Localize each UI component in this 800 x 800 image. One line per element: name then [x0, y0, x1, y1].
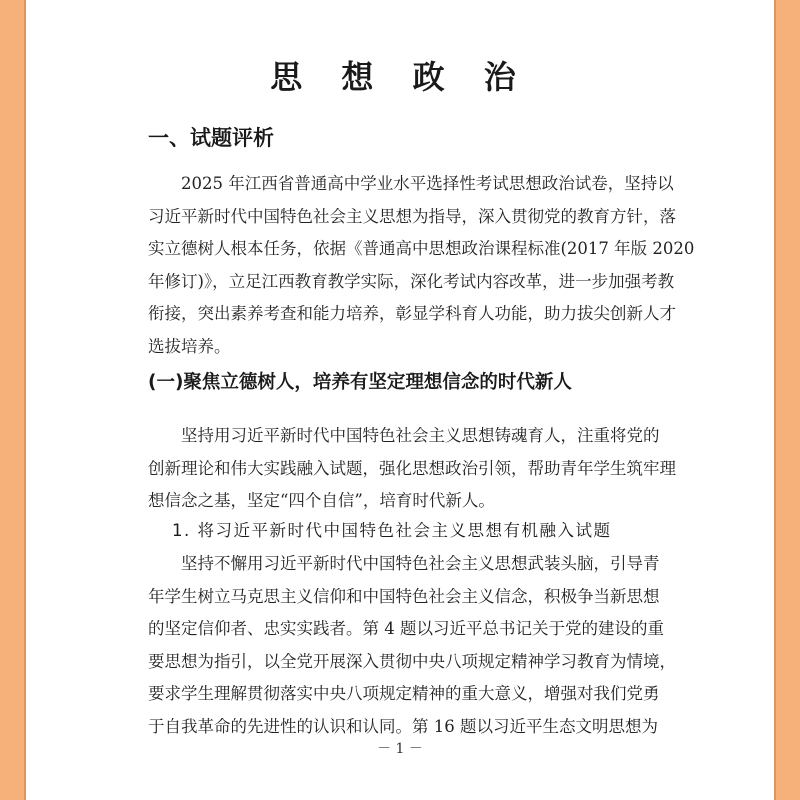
- paragraph-line: 于自我革命的先进性的认识和认同。第 16 题以习近平生态文明思想为: [148, 716, 658, 736]
- subsection-heading: (一)聚焦立德树人，培养有坚定理想信念的时代新人: [148, 372, 572, 393]
- paragraph-line: 要思想为指引，以全党开展深入贯彻中央八项规定精神学习教育为情境，: [148, 651, 676, 671]
- paragraph-line: 要求学生理解贯彻落实中央八项规定精神的重大意义，增强对我们党勇: [148, 684, 660, 704]
- paragraph-line: 想信念之基，坚定“四个自信”，培育时代新人。: [148, 491, 495, 511]
- paragraph-line: 年修订)》，立足江西教育教学实际，深化考试内容改革，进一步加强考教: [148, 271, 675, 291]
- paragraph-point1: [148, 548, 714, 744]
- paragraph-line: 衔接，突出素养考查和能力培养，彰显学科育人功能，助力拔尖创新人才: [148, 304, 676, 324]
- section-heading-analysis: 一、试题评析: [148, 126, 274, 150]
- paragraph-line: 的坚定信仰者、忠实实践者。第 4 题以习近平总书记关于党的建设的重: [148, 619, 664, 639]
- paragraph-line: 习近平新时代中国特色社会主义思想为指导，深入贯彻党的教育方针，落: [148, 206, 676, 226]
- paragraph-line: 坚持用习近平新时代中国特色社会主义思想铸魂育人，注重将党的: [148, 426, 660, 445]
- point-heading: 1. 将习近平新时代中国特色社会主义思想有机融入试题: [172, 521, 612, 540]
- paragraph-subsection: [148, 420, 714, 518]
- paragraph-line: 年学生树立马克思主义信仰和中国特色社会主义信念，积极争当新思想: [148, 586, 660, 606]
- paragraph-line: 实立德树人根本任务，依据《普通高中思想政治课程标准(2017 年版 2020: [148, 239, 695, 259]
- page-title: 思 想 政 治: [270, 58, 530, 96]
- paragraph-line: 创新理论和伟大实践融入试题，强化思想政治引领，帮助青年学生筑牢理: [148, 458, 676, 478]
- paragraph-line: 2025 年江西省普通高中学业水平选择性考试思想政治试卷，坚持以: [148, 174, 674, 193]
- paragraph-line: 选拔培养。: [148, 336, 231, 356]
- document-page: [24, 0, 776, 800]
- paragraph-intro: [148, 168, 714, 364]
- paragraph-line: 坚持不懈用习近平新时代中国特色社会主义思想武装头脑，引导青: [148, 554, 660, 573]
- page-number: － 1 －: [377, 741, 423, 757]
